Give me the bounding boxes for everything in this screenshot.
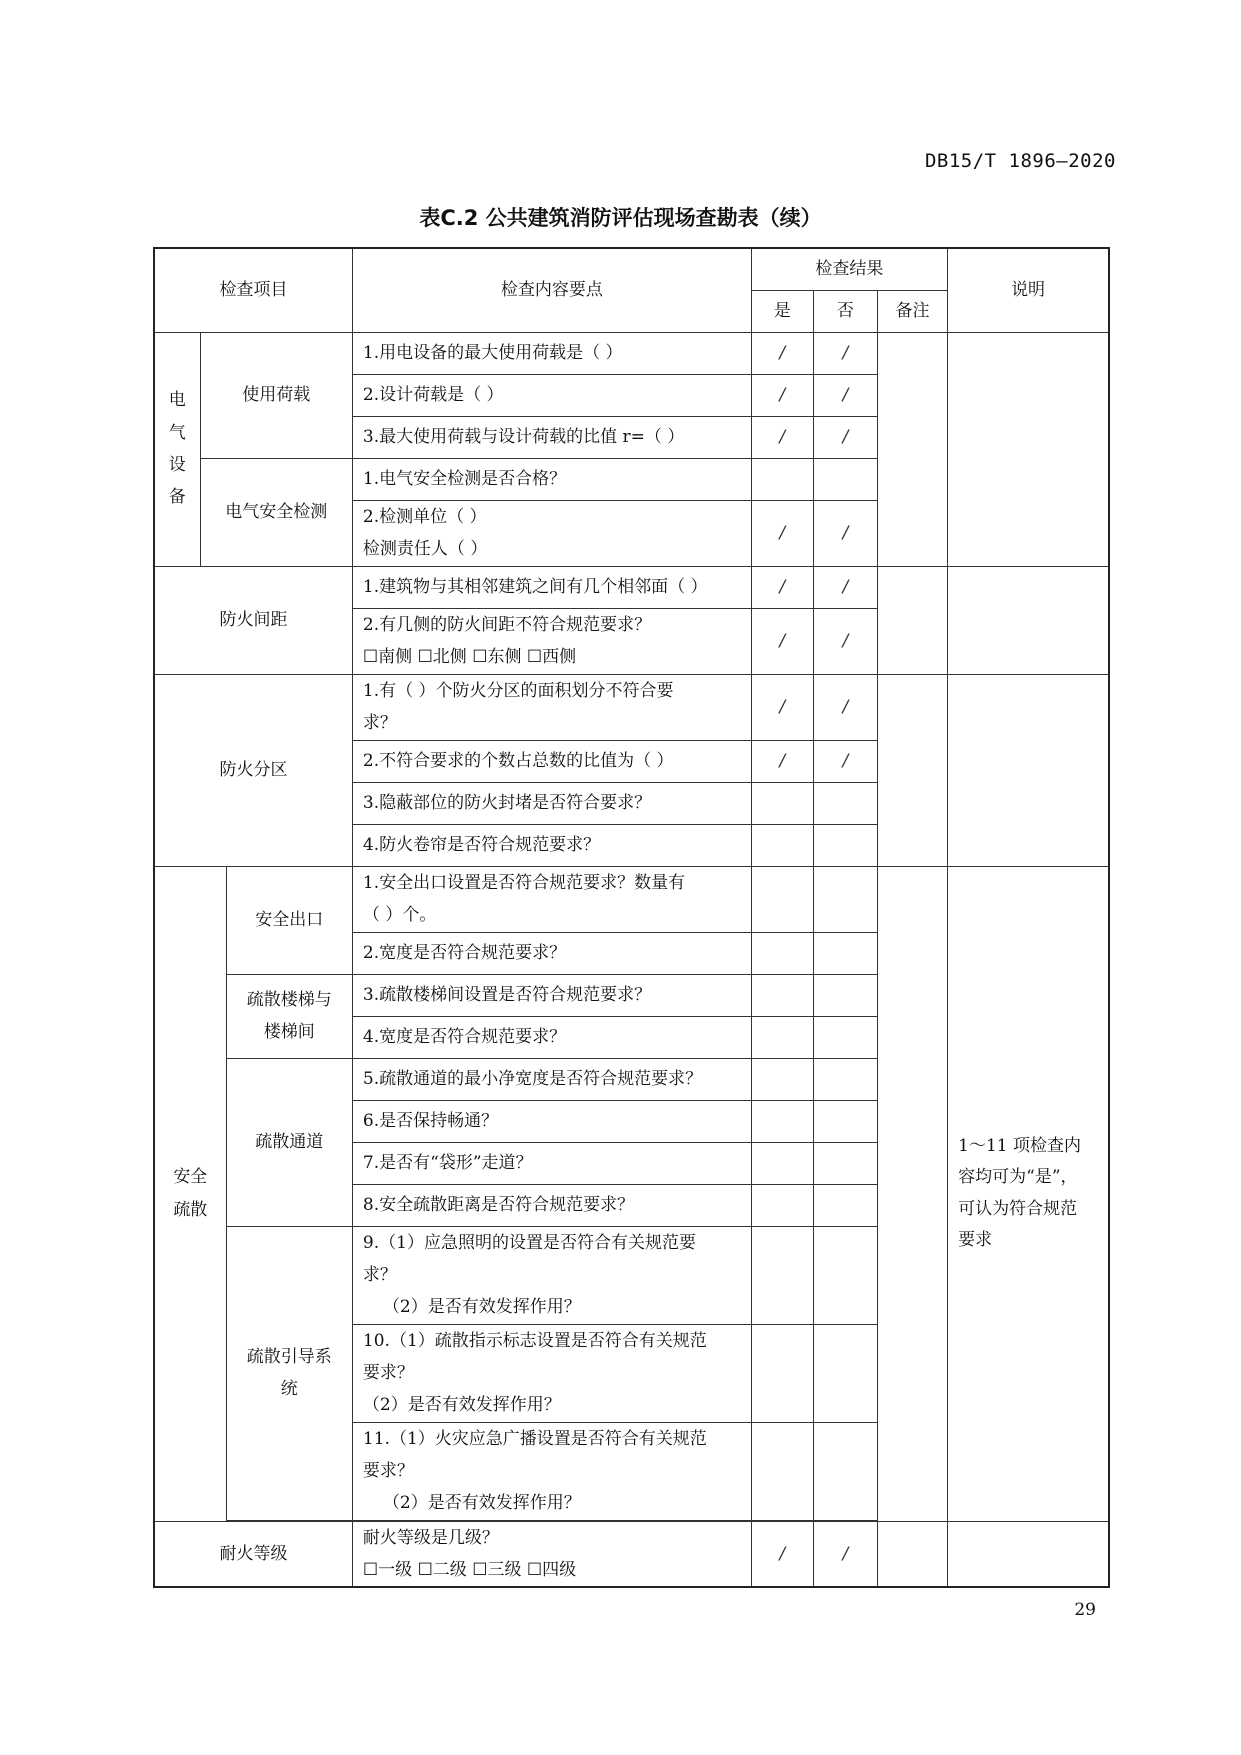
result-yes xyxy=(751,1016,813,1058)
result-yes: / xyxy=(751,608,813,674)
explanation-cell xyxy=(948,566,1109,674)
standard-code: DB15/T 1896—2020 xyxy=(924,150,1116,172)
result-no xyxy=(813,974,877,1016)
check-content: 4.宽度是否符合规范要求？ xyxy=(352,1016,751,1058)
category-electrical xyxy=(154,332,200,566)
content-line: 1.有（ ）个防火分区的面积划分不符合要 xyxy=(362,680,674,701)
result-yes xyxy=(751,824,813,866)
check-content: 1.用电设备的最大使用荷载是（ ） xyxy=(352,332,751,374)
page-number: 29 xyxy=(1074,1600,1096,1620)
result-yes xyxy=(751,866,813,932)
result-yes: / xyxy=(751,740,813,782)
check-content xyxy=(352,674,751,740)
check-content: 2.设计荷载是（ ） xyxy=(352,374,751,416)
check-content: 3.疏散楼梯间设置是否符合规范要求？ xyxy=(352,974,751,1016)
subitem-evacuation-guidance xyxy=(226,1226,352,1520)
result-no: / xyxy=(813,500,877,566)
item-fire-separation: 防火间距 xyxy=(154,566,352,674)
check-content xyxy=(352,1521,751,1587)
table-row xyxy=(154,332,1109,374)
result-no xyxy=(813,1142,877,1184)
table-row xyxy=(154,866,1109,932)
category-char: 备 xyxy=(168,487,186,508)
result-yes: / xyxy=(751,374,813,416)
header-item: 检查项目 xyxy=(154,248,352,332)
checkbox-options: ☐南侧 ☐北侧 ☐东侧 ☐西侧 xyxy=(362,647,577,667)
content-line: 要求？ xyxy=(362,1362,414,1383)
content-line: 耐火等级是几级？ xyxy=(362,1527,499,1548)
result-no: / xyxy=(813,374,877,416)
result-yes xyxy=(751,782,813,824)
check-content: 1.电气安全检测是否合格？ xyxy=(352,458,751,500)
note-line: 1～11 项检查内 xyxy=(958,1135,1081,1156)
result-yes: / xyxy=(751,500,813,566)
explanation-note xyxy=(948,866,1109,1521)
header-content: 检查内容要点 xyxy=(352,248,751,332)
category-line: 疏散 xyxy=(173,1199,208,1220)
result-yes xyxy=(751,1226,813,1324)
check-content: 1.建筑物与其相邻建筑之间有几个相邻面（ ） xyxy=(352,566,751,608)
content-line: 求？ xyxy=(362,1264,397,1285)
category-char: 气 xyxy=(168,422,186,443)
check-content xyxy=(352,866,751,932)
check-content: 8.安全疏散距离是否符合规范要求？ xyxy=(352,1184,751,1226)
explanation-cell xyxy=(948,674,1109,866)
content-line: （2）是否有效发挥作用？ xyxy=(382,1297,581,1318)
content-line: 9.（1）应急照明的设置是否符合有关规范要 xyxy=(362,1232,696,1253)
check-content: 5.疏散通道的最小净宽度是否符合规范要求？ xyxy=(352,1058,751,1100)
result-remark xyxy=(877,866,947,1521)
result-yes xyxy=(751,1324,813,1422)
header-result: 检查结果 xyxy=(751,248,947,290)
result-yes xyxy=(751,974,813,1016)
result-no xyxy=(813,458,877,500)
result-yes: / xyxy=(751,332,813,374)
check-content xyxy=(352,1422,751,1520)
explanation-cell xyxy=(948,332,1109,566)
content-line: 求？ xyxy=(362,713,397,733)
check-content xyxy=(352,608,751,674)
content-line: （ ）个。 xyxy=(362,905,437,925)
table-row xyxy=(154,674,1109,740)
header-row xyxy=(154,248,1109,290)
subitem-electrical-test: 电气安全检测 xyxy=(200,458,352,566)
result-no xyxy=(813,1226,877,1324)
check-content: 2.宽度是否符合规范要求？ xyxy=(352,932,751,974)
check-content: 3.最大使用荷载与设计荷载的比值 r=（ ） xyxy=(352,416,751,458)
header-no: 否 xyxy=(813,290,877,332)
subitem-evacuation-stairs xyxy=(226,974,352,1058)
result-no xyxy=(813,1324,877,1422)
result-yes xyxy=(751,1184,813,1226)
table-title: 表C.2 公共建筑消防评估现场查勘表（续） xyxy=(419,206,822,230)
check-content: 6.是否保持畅通？ xyxy=(352,1100,751,1142)
check-content xyxy=(352,1226,751,1324)
result-no: / xyxy=(813,674,877,740)
content-line: 11.（1）火灾应急广播设置是否符合有关规范 xyxy=(362,1428,707,1449)
label-line: 疏散引导系 xyxy=(246,1346,332,1367)
table-row xyxy=(154,1521,1109,1587)
header-explanation: 说明 xyxy=(948,248,1109,332)
subitem-safety-exit: 安全出口 xyxy=(226,866,352,974)
result-yes xyxy=(751,458,813,500)
result-no: / xyxy=(813,1521,877,1587)
result-remark xyxy=(877,1521,947,1587)
label-line: 楼梯间 xyxy=(263,1022,315,1042)
check-content: 4.防火卷帘是否符合规范要求？ xyxy=(352,824,751,866)
result-no xyxy=(813,866,877,932)
label-line: 统 xyxy=(280,1379,298,1399)
result-yes xyxy=(751,1142,813,1184)
note-line: 可认为符合规范 xyxy=(958,1198,1078,1219)
result-yes: / xyxy=(751,674,813,740)
content-line: 要求？ xyxy=(362,1460,414,1481)
checkbox-options: ☐一级 ☐二级 ☐三级 ☐四级 xyxy=(362,1559,577,1580)
result-yes: / xyxy=(751,416,813,458)
result-yes: / xyxy=(751,1521,813,1587)
result-no xyxy=(813,824,877,866)
category-evacuation xyxy=(154,866,226,1521)
note-line: 要求 xyxy=(958,1229,993,1250)
check-content xyxy=(352,1324,751,1422)
result-no: / xyxy=(813,332,877,374)
result-no xyxy=(813,1058,877,1100)
item-fire-resistance: 耐火等级 xyxy=(154,1521,352,1587)
result-yes xyxy=(751,1100,813,1142)
content-line: 1.安全出口设置是否符合规范要求？数量有 xyxy=(362,872,686,893)
result-no: / xyxy=(813,416,877,458)
check-content xyxy=(352,500,751,566)
result-no: / xyxy=(813,608,877,674)
category-line: 安全 xyxy=(173,1167,208,1188)
result-yes xyxy=(751,1422,813,1520)
header-yes: 是 xyxy=(751,290,813,332)
result-no xyxy=(813,1016,877,1058)
result-no xyxy=(813,932,877,974)
result-remark xyxy=(877,566,947,674)
header-remark: 备注 xyxy=(877,290,947,332)
content-line: 2.有几侧的防火间距不符合规范要求？ xyxy=(362,614,652,635)
result-no xyxy=(813,1422,877,1520)
result-remark xyxy=(877,674,947,866)
category-char: 电 xyxy=(168,390,186,411)
check-content: 3.隐蔽部位的防火封堵是否符合要求？ xyxy=(352,782,751,824)
result-no xyxy=(813,1184,877,1226)
label-line: 疏散楼梯与 xyxy=(246,989,332,1010)
content-line: 10.（1）疏散指示标志设置是否符合有关规范 xyxy=(362,1330,707,1351)
subitem-evacuation-passage: 疏散通道 xyxy=(226,1058,352,1226)
result-no: / xyxy=(813,740,877,782)
inspection-table xyxy=(153,247,1110,1588)
table-row xyxy=(154,566,1109,608)
result-remark xyxy=(877,332,947,566)
check-content: 2.不符合要求的个数占总数的比值为（ ） xyxy=(352,740,751,782)
item-fire-compartment: 防火分区 xyxy=(154,674,352,866)
result-no: / xyxy=(813,566,877,608)
category-char: 设 xyxy=(168,455,186,475)
result-yes xyxy=(751,932,813,974)
result-yes xyxy=(751,1058,813,1100)
subitem-usage-load: 使用荷载 xyxy=(200,332,352,458)
note-line: 容均可为“是”， xyxy=(958,1167,1078,1188)
explanation-cell xyxy=(948,1521,1109,1587)
content-line: 检测责任人（ ） xyxy=(362,539,488,559)
content-line: （2）是否有效发挥作用？ xyxy=(382,1493,581,1514)
check-content: 7.是否有“袋形”走道？ xyxy=(352,1142,751,1184)
result-yes: / xyxy=(751,566,813,608)
content-line: （2）是否有效发挥作用？ xyxy=(362,1395,561,1416)
content-line: 2.检测单位（ ） xyxy=(362,506,487,527)
result-no xyxy=(813,782,877,824)
result-no xyxy=(813,1100,877,1142)
